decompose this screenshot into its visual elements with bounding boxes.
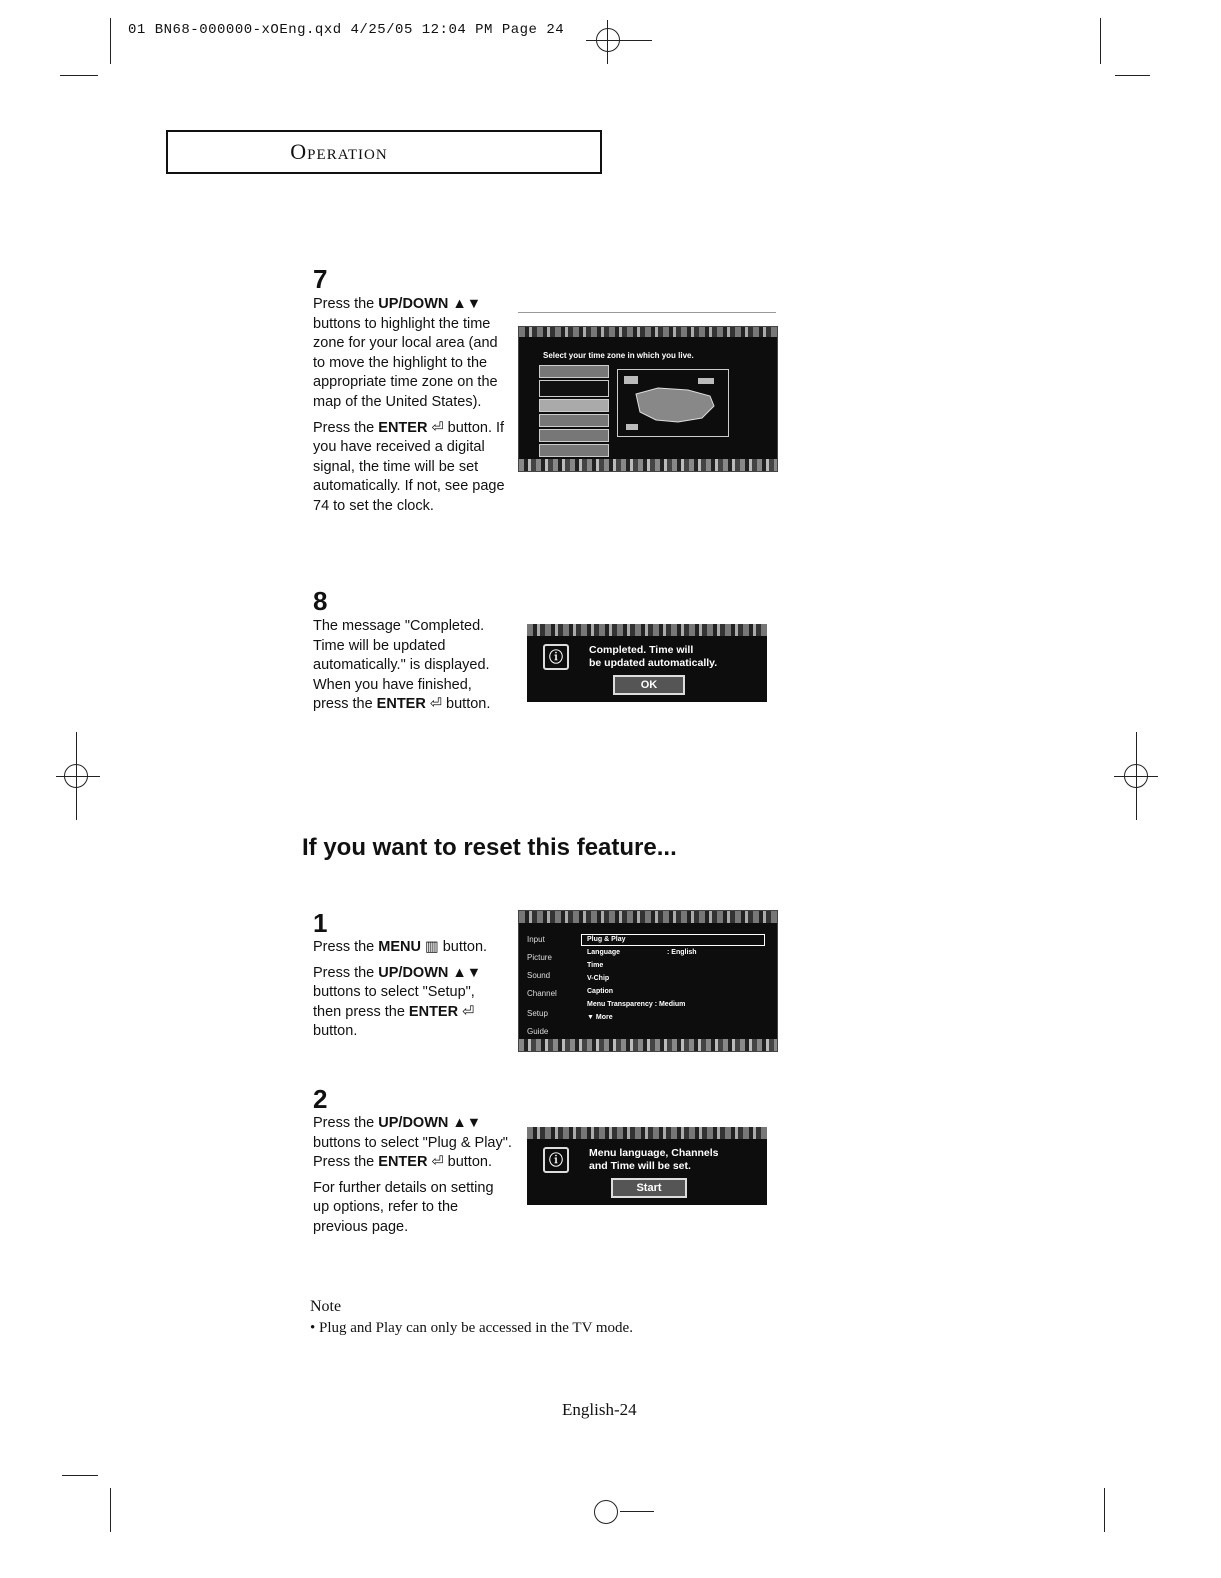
list-item [539, 414, 609, 427]
note-text: • Plug and Play can only be accessed in the TV mode. [310, 1320, 633, 1336]
start-button: Start [611, 1178, 687, 1198]
menu-side-item: Input [527, 935, 545, 944]
info-icon: ⓘ [543, 644, 569, 670]
completed-message-line-2: be updated automatically. [589, 657, 718, 669]
menu-item: Language [587, 949, 621, 956]
setup-menu-screen [518, 910, 778, 1052]
crop-mark [1115, 75, 1150, 76]
crop-mark [110, 1488, 111, 1532]
plug-and-play-screen [527, 1127, 767, 1205]
menu-side-item: Picture [527, 953, 552, 962]
osd-status-bar [519, 1039, 777, 1051]
step-number: 7 [313, 264, 328, 294]
divider [518, 312, 776, 313]
crop-mark [1104, 1488, 1105, 1532]
step-number: 2 [313, 1084, 328, 1114]
osd-title-bar [527, 1127, 767, 1139]
us-map-icon [617, 369, 729, 437]
menu-item: Time [587, 962, 604, 969]
step-7-text: Press the UP/DOWN ▲▼ buttons to highlight the time zone for your local area (and to move the highlight to the appropriate time zone on the map of the United States). Press the ENTER ⏎ button. If you have received a digital signal, the time will be set automatically. If not, see page 74 to set the clock. [313, 296, 505, 514]
step-number: 8 [313, 586, 328, 616]
step-8-text: The message "Completed. Time will be updated automatically." is displayed. When you have finished, press the ENTER ⏎ button. [313, 618, 491, 713]
crop-mark [586, 40, 652, 41]
reset-heading: If you want to reset this feature... [302, 834, 677, 861]
enter-icon: ⏎ [427, 1154, 444, 1171]
note-label: Note [310, 1298, 342, 1315]
crop-mark [62, 1475, 98, 1476]
time-zone-prompt: Select your time zone in which you live. [543, 351, 694, 360]
section-title: Operation [290, 139, 388, 164]
list-item [539, 380, 609, 397]
osd-title-bar [519, 327, 777, 337]
crop-mark [1100, 18, 1101, 64]
reset-step-2-text: Press the UP/DOWN ▲▼ buttons to select "Plug & Play". Press the ENTER ⏎ button. For further details on setting up options, refer to the previous page. [313, 1115, 512, 1235]
plug-play-message-line-1: Menu language, Channels [589, 1147, 719, 1159]
crop-mark [620, 1511, 654, 1512]
enter-icon: ⏎ [425, 696, 443, 713]
list-item [539, 365, 609, 378]
menu-side-item: Guide [527, 1027, 549, 1036]
info-icon: ⓘ [543, 1147, 569, 1173]
menu-side-item: Channel [527, 989, 557, 998]
crop-mark [607, 20, 608, 64]
menu-item: Plug & Play [587, 936, 626, 943]
menu-item: Caption [587, 988, 614, 995]
completed-message-line-1: Completed. Time will [589, 644, 694, 656]
enter-icon: ⏎ [458, 1003, 475, 1020]
plug-play-message-line-2: and Time will be set. [589, 1160, 691, 1172]
enter-icon: ⏎ [427, 419, 444, 436]
ok-button: OK [613, 675, 685, 695]
time-zone-screen [518, 326, 778, 472]
crop-mark [56, 776, 100, 777]
osd-status-bar [519, 459, 777, 471]
section-header [166, 130, 602, 174]
registration-mark-icon [594, 1500, 618, 1524]
list-item [539, 444, 609, 457]
crop-mark [110, 18, 111, 64]
list-item [539, 399, 609, 412]
time-zone-list [539, 365, 609, 472]
menu-item: ▼ More [587, 1014, 613, 1021]
reset-step-1-text: Press the MENU ▥ button. Press the UP/DOWN ▲▼ buttons to select "Setup", then press the ENTER ⏎ button. [313, 939, 488, 1040]
page-number: English-24 [562, 1400, 637, 1419]
menu-icon: ▥ [420, 939, 439, 955]
menu-item: V-Chip [587, 975, 610, 982]
crop-mark [60, 75, 98, 76]
crop-mark [1114, 776, 1158, 777]
menu-item: Menu Transparency : Medium [587, 1001, 686, 1008]
list-item [539, 429, 609, 442]
step-number: 1 [313, 908, 328, 938]
osd-title-bar [519, 911, 777, 923]
osd-title-bar [527, 624, 767, 636]
menu-side-item: Sound [527, 971, 551, 980]
file-slug: 01 BN68-000000-xOEng.qxd 4/25/05 12:04 PM Page 24 [128, 22, 565, 38]
completed-screen [527, 624, 767, 702]
menu-value: : English [667, 949, 697, 956]
menu-side-item: Setup [527, 1009, 548, 1018]
